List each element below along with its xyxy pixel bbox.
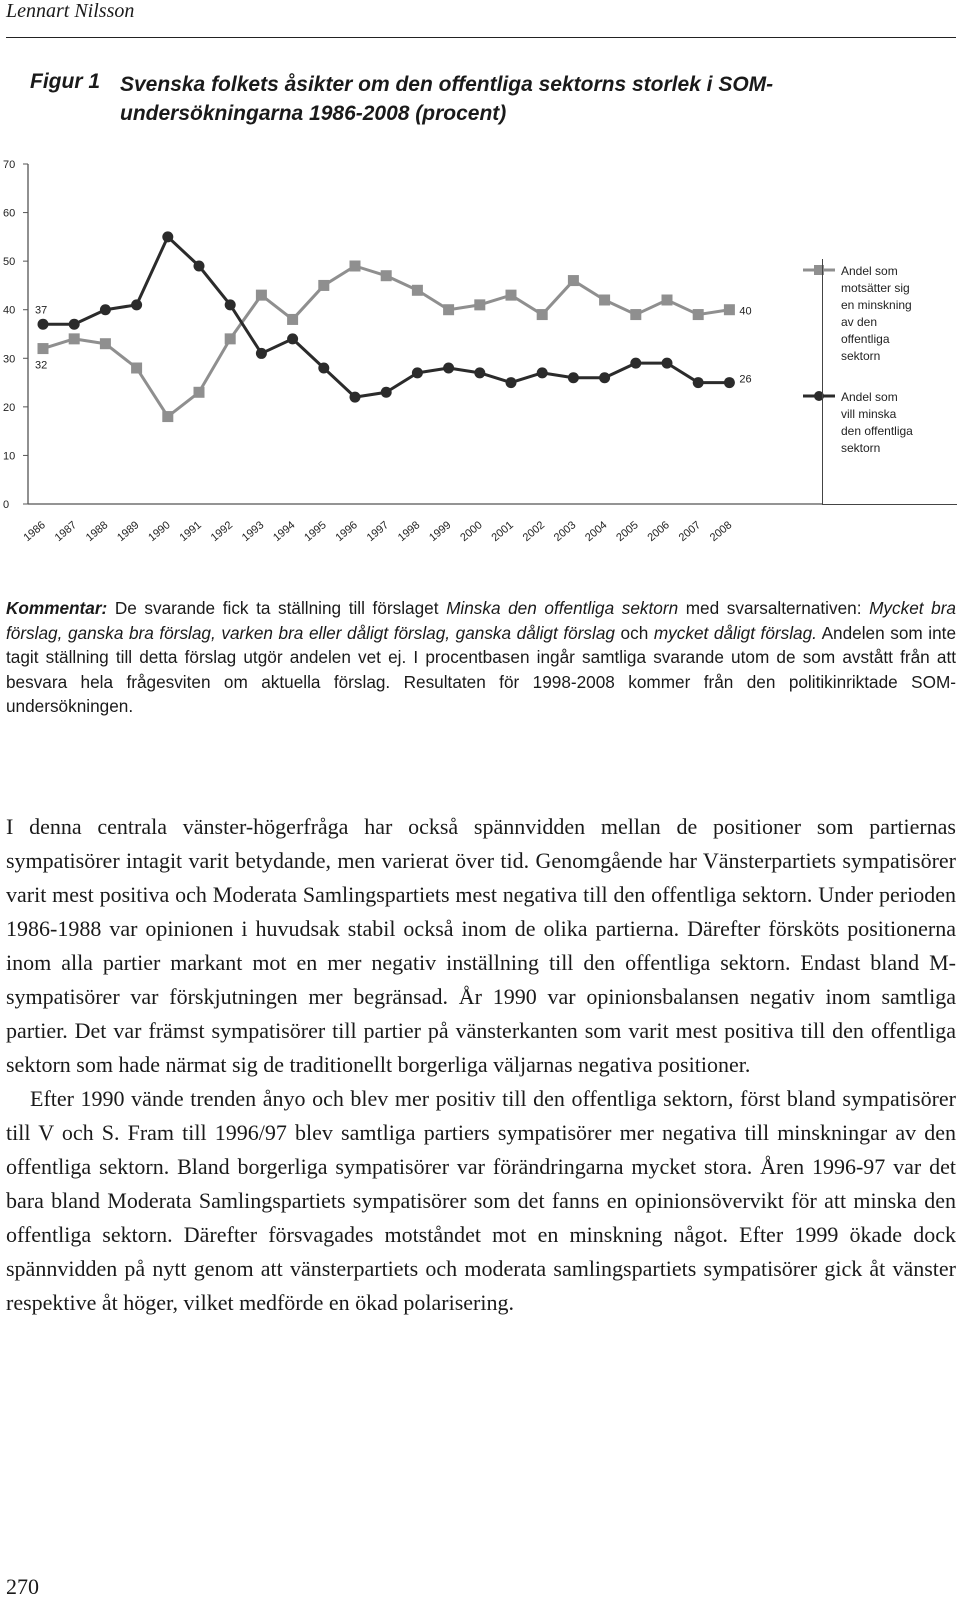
data-point-square [630, 309, 641, 320]
data-point-circle [100, 304, 111, 315]
data-point-square [443, 304, 454, 315]
legend-text: Andel som [841, 390, 898, 404]
figure-comment [6, 596, 956, 719]
data-point-circle [38, 319, 49, 330]
data-label: 32 [35, 359, 48, 372]
data-label: 37 [35, 304, 48, 317]
data-label: 26 [739, 373, 752, 386]
data-point-circle [693, 377, 704, 388]
data-point-square [162, 411, 173, 422]
data-point-square [100, 338, 111, 349]
data-point-square [350, 261, 361, 272]
comment-italic-2: Mycket bra förslag, ganska bra förslag, varken bra eller dåligt förslag, ganska dåligt förslag [6, 598, 956, 643]
running-head: Lennart Nilsson [6, 0, 135, 22]
data-point-square [287, 314, 298, 325]
y-tick-label: 60 [3, 207, 16, 220]
x-tick-label: 1993 [239, 519, 267, 545]
data-point-square [537, 309, 548, 320]
x-tick-label: 1986 [21, 519, 48, 545]
y-tick-label: 30 [3, 353, 16, 366]
x-tick-label: 2007 [676, 519, 704, 545]
y-tick-label: 70 [3, 159, 16, 171]
legend-text: sektorn [841, 441, 881, 455]
comment-label: Kommentar: [6, 598, 108, 618]
x-tick-label: 1992 [208, 519, 236, 545]
data-point-circle [69, 319, 80, 330]
x-tick-label: 2006 [645, 519, 672, 545]
data-point-circle [225, 299, 236, 310]
x-tick-label: 1988 [83, 519, 111, 545]
x-tick-label: 2008 [707, 519, 735, 545]
x-tick-label: 1994 [271, 519, 298, 545]
body-paragraph-2: Efter 1990 vände trenden ånyo och blev mer positiv till den offentliga sektorn, först bland sympatisörer till V och S. Fram till 1996/97 blev samtliga partiers sympatisörer mer negativa till minskningar av den offentliga sektorn. Bland borgerliga sympatisörer var förändringarna mycket stora. Åren 1996-97 var det bara bland Moderata Samlingspartiets sympatisörer som det fanns en opinionsövervikt för att minska den offentliga sektorn. Därefter försvagades motståndet mot en minskning något. Efter 1999 ökade dock spännvidden på nytt genom att vänsterpartiets och moderata samlingspartiets sympatisörer gick åt vänster respektive åt höger, vilket medförde en ökad polarisering. [6, 1086, 956, 1315]
data-point-circle [318, 363, 329, 374]
data-labels [35, 304, 752, 385]
data-point-circle [381, 387, 392, 398]
legend-text: sektorn [841, 349, 881, 363]
legend-text: den offentliga [841, 424, 913, 438]
data-point-circle [443, 363, 454, 374]
data-point-square [256, 290, 267, 301]
x-tick-label: 1987 [52, 519, 80, 545]
legend-text: vill minska [841, 407, 897, 421]
x-axis-ticks [21, 519, 734, 544]
series-1 [38, 261, 735, 423]
figure-label: Figur 1 [30, 70, 101, 93]
data-point-square [474, 299, 485, 310]
y-tick-label: 20 [3, 401, 16, 414]
data-point-circle [630, 358, 641, 369]
figure-title: Svenska folkets åsikter om den offentliga sektorns storlek i SOM-undersökningarna 1986-2008 (procent) [120, 73, 774, 125]
x-tick-label: 1991 [177, 519, 204, 545]
data-point-square [69, 333, 80, 344]
data-point-circle [568, 372, 579, 383]
legend-text: offentliga [841, 332, 890, 346]
y-tick-label: 50 [3, 256, 16, 269]
data-point-square [724, 304, 735, 315]
y-axis-ticks [3, 159, 28, 511]
y-tick-label: 0 [3, 499, 10, 511]
legend-frame [822, 259, 957, 505]
data-point-square [568, 275, 579, 286]
comment-text-2: med svarsalternativen: [678, 598, 870, 618]
legend-text: Andel som [841, 264, 898, 278]
data-point-circle [506, 377, 517, 388]
data-point-square [381, 270, 392, 281]
data-point-square [412, 285, 423, 296]
data-point-circle [474, 367, 485, 378]
x-tick-label: 2002 [520, 519, 548, 545]
page-number: 270 [6, 1574, 39, 1599]
comment-text-3: och [614, 622, 654, 643]
chart-axes [28, 164, 822, 504]
comment-italic-1: Minska den offentliga sektorn [446, 598, 679, 618]
y-tick-label: 40 [3, 304, 16, 317]
x-tick-label: 2001 [489, 519, 516, 545]
x-tick-label: 2000 [458, 519, 485, 545]
data-point-circle [194, 261, 205, 272]
series-layer [38, 231, 735, 422]
y-tick-label: 10 [3, 450, 16, 463]
data-point-circle [662, 358, 673, 369]
data-point-square [599, 295, 610, 306]
series-line [43, 237, 729, 397]
legend-text: en minskning [841, 298, 912, 312]
x-tick-label: 2003 [551, 519, 579, 545]
x-tick-label: 1995 [302, 519, 329, 545]
data-point-square [506, 290, 517, 301]
legend-text: av den [841, 315, 878, 329]
data-point-circle [724, 377, 735, 388]
data-label: 40 [739, 305, 752, 318]
data-point-square [693, 309, 704, 320]
comment-italic-3: mycket dåligt förslag. [653, 622, 817, 643]
data-point-circle [162, 231, 173, 242]
data-point-circle [537, 367, 548, 378]
data-point-circle [599, 372, 610, 383]
x-tick-label: 1997 [364, 519, 392, 545]
legend-text: motsätter sig [841, 281, 910, 295]
comment-text-1: De svarande fick ta ställning till förslaget [107, 598, 447, 618]
body-paragraph-1: I denna centrala vänster-högerfråga har också spännvidden mellan de positioner som partiernas sympatisörer intagit varit betydande, men varierat över tid. Genomgående har Vänsterpartiets sympatisörer varit mest positiva och Moderata Samlingspartiets mest negativa till den offentliga sektorn. Under perioden 1986-1988 var opinionen i huvudsak stabil också inom de olika partierna. Därefter försköts positionerna inom alla partier markant mot en mer negativ inställning till den offentliga sektorn. Endast bland M-sympatisörer var förskjutningen mer begränsad. År 1990 var opinionsbalansen negativ inom samtliga partier. Det var främst sympatisörer till partier på vänsterkanten som varit mest positiva till den offentliga sektorn som hade närmat sig de traditionellt borgerliga väljarnas negativa positioner. [6, 814, 956, 1077]
data-point-square [662, 295, 673, 306]
x-tick-label: 1999 [427, 519, 454, 545]
x-tick-label: 1989 [115, 519, 142, 545]
data-point-square [318, 280, 329, 291]
header-rule [6, 37, 956, 38]
data-point-square [225, 333, 236, 344]
x-tick-label: 2005 [614, 519, 641, 545]
comment-text-4: Andelen som inte tagit ställning till detta förslag utgör andelen vet ej. I procentbasen ingår samtliga svarande utom de som avstått från att besvara hela frågesviten om aktuella förslag. Resultaten för 1998-2008 kommer från den politikinriktade SOM-undersökningen. [6, 622, 957, 716]
data-point-circle [256, 348, 267, 359]
data-point-square [194, 387, 205, 398]
data-point-circle [350, 392, 361, 403]
data-point-circle [131, 299, 142, 310]
data-point-circle [287, 333, 298, 344]
data-point-square [38, 343, 49, 354]
x-tick-label: 1998 [395, 519, 423, 545]
x-tick-label: 1990 [146, 519, 173, 545]
body-text [6, 810, 956, 1320]
data-point-square [131, 363, 142, 374]
x-tick-label: 2004 [583, 519, 610, 545]
x-tick-label: 1996 [333, 519, 360, 545]
data-point-circle [412, 367, 423, 378]
line-chart [0, 150, 960, 560]
